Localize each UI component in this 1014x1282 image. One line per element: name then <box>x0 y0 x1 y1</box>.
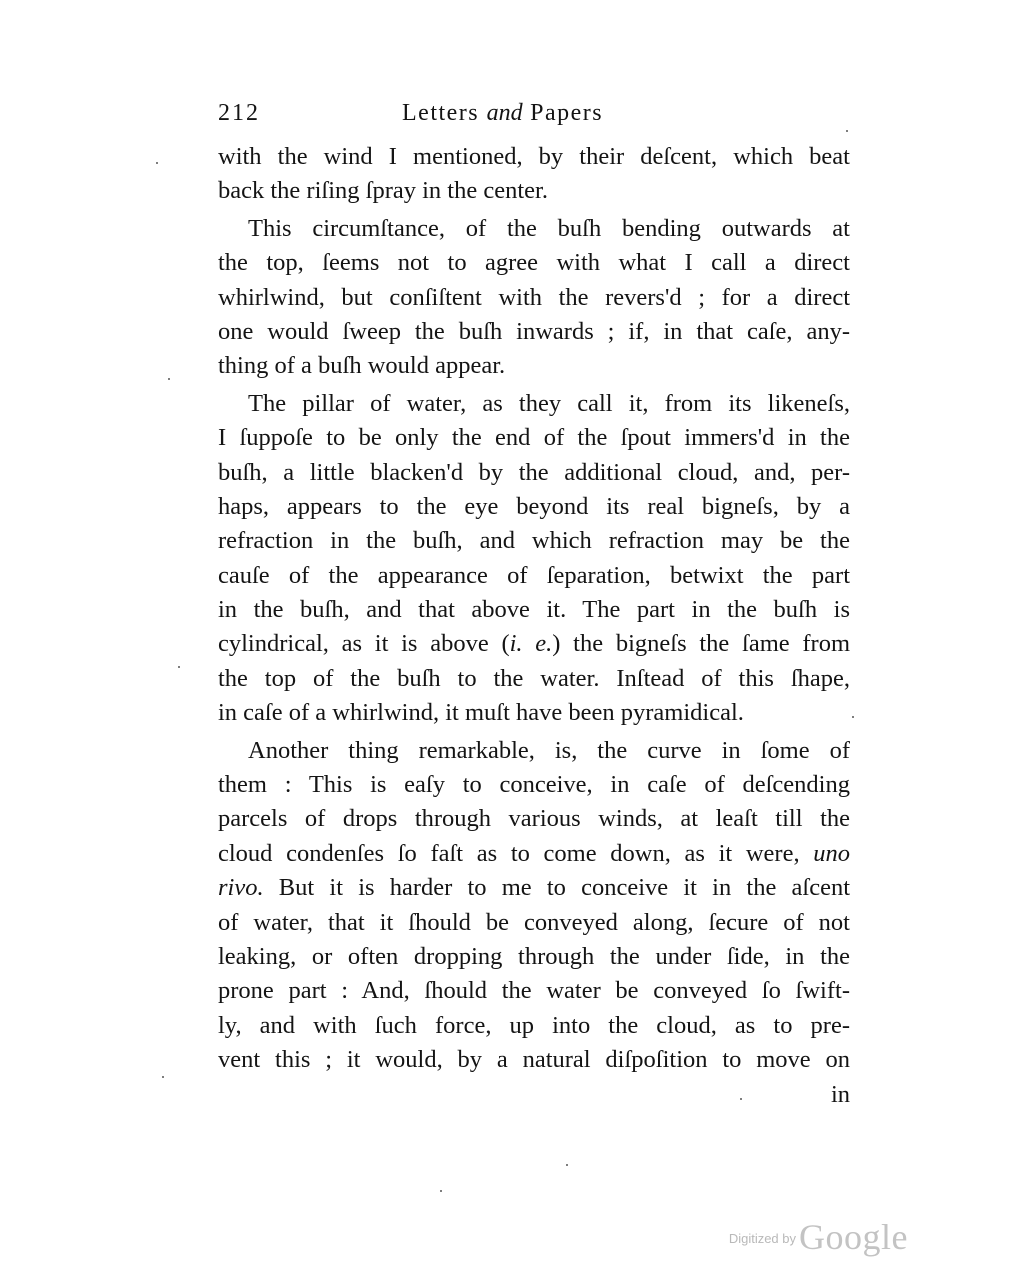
running-head <box>402 96 603 130</box>
text-line: cauſe of the appearance of ſeparation, betwixt the part <box>218 561 850 589</box>
watermark-prefix: Digitized by <box>728 1231 797 1246</box>
body-text <box>218 140 850 1112</box>
scan-speck <box>740 1098 742 1100</box>
scan-speck <box>566 1164 568 1166</box>
text-line: refraction in the buſh, and which refraction may be the <box>218 527 850 555</box>
text-line-with-italic: cylindrical, as it is above (i. e.) the bigneſs the ſame from <box>218 630 850 658</box>
running-head-letters: Letters <box>402 100 487 126</box>
text-line: them : This is eaſy to conceive, in caſe of deſcending <box>218 771 850 799</box>
text-line: one would ſweep the buſh inwards ; if, in that caſe, any- <box>218 317 850 345</box>
text-line-with-italic <box>218 871 850 905</box>
text-line: ly, and with ſuch force, up into the cloud, as to pre- <box>218 1011 850 1039</box>
text-line: with the wind I mentioned, by their deſcent, which beat <box>218 143 850 170</box>
google-logo: Google <box>799 1217 908 1257</box>
italic-ie: i. e. <box>509 630 553 658</box>
scan-speck <box>156 162 158 164</box>
paragraph-start-line: Another thing remarkable, is, the curve in ſome of <box>248 736 850 764</box>
catchword: in <box>830 1080 850 1108</box>
text-line: of water, that it ſhould be conveyed along, ſecure of not <box>218 908 850 936</box>
scan-speck <box>178 666 180 668</box>
text-segment: cloud condenſes ſo faſt as to come down, as it were, <box>218 839 800 867</box>
text-line: in caſe of a whirlwind, it muſt have been pyramidical. <box>218 699 744 727</box>
scan-speck <box>168 378 170 380</box>
text-line: whirlwind, but conſiſtent with the revers'd ; for a direct <box>218 283 850 311</box>
page-number: 212 <box>218 100 260 126</box>
text-line: the top, ſeems not to agree with what I call a direct <box>218 249 850 277</box>
digitized-by-google-watermark <box>729 1216 908 1256</box>
scan-speck <box>852 716 854 718</box>
scan-speck <box>440 1190 442 1192</box>
text-line: vent this ; it would, by a natural diſpoſition to move on <box>218 1046 850 1074</box>
text-segment: But it is harder to me to conceive it in the aſcent <box>278 874 850 902</box>
running-head-and: and <box>486 100 523 126</box>
text-line: haps, appears to the eye beyond its real bigneſs, by a <box>218 492 850 520</box>
text-line: the top of the buſh to the water. Inſtead of this ſhape, <box>218 664 850 692</box>
paragraph-start-line: This circumſtance, of the buſh bending outwards at <box>248 214 850 242</box>
italic-rivo: rivo. <box>218 874 264 902</box>
italic-uno: uno <box>813 839 850 867</box>
page-header <box>218 96 708 130</box>
text-line: parcels of drops through various winds, at leaſt till the <box>218 805 850 833</box>
text-line: leaking, or often dropping through the under ſide, in the <box>218 942 850 970</box>
paragraph-start-line: The pillar of water, as they call it, from its likeneſs, <box>248 389 850 417</box>
running-head-papers: Papers <box>522 100 604 126</box>
text-line: buſh, a little blacken'd by the additional cloud, and, per- <box>218 458 850 486</box>
text-line-with-italic <box>218 837 850 871</box>
scan-speck <box>162 1076 164 1078</box>
text-line: I ſuppoſe to be only the end of the ſpout immers'd in the <box>218 424 850 452</box>
text-line: thing of a buſh would appear. <box>218 352 506 380</box>
text-line: in the buſh, and that above it. The part in the buſh is <box>218 596 850 624</box>
text-line: back the riſing ſpray in the center. <box>218 177 548 205</box>
text-line: prone part : And, ſhould the water be conveyed ſo ſwift- <box>218 977 850 1005</box>
scan-speck <box>846 130 848 132</box>
